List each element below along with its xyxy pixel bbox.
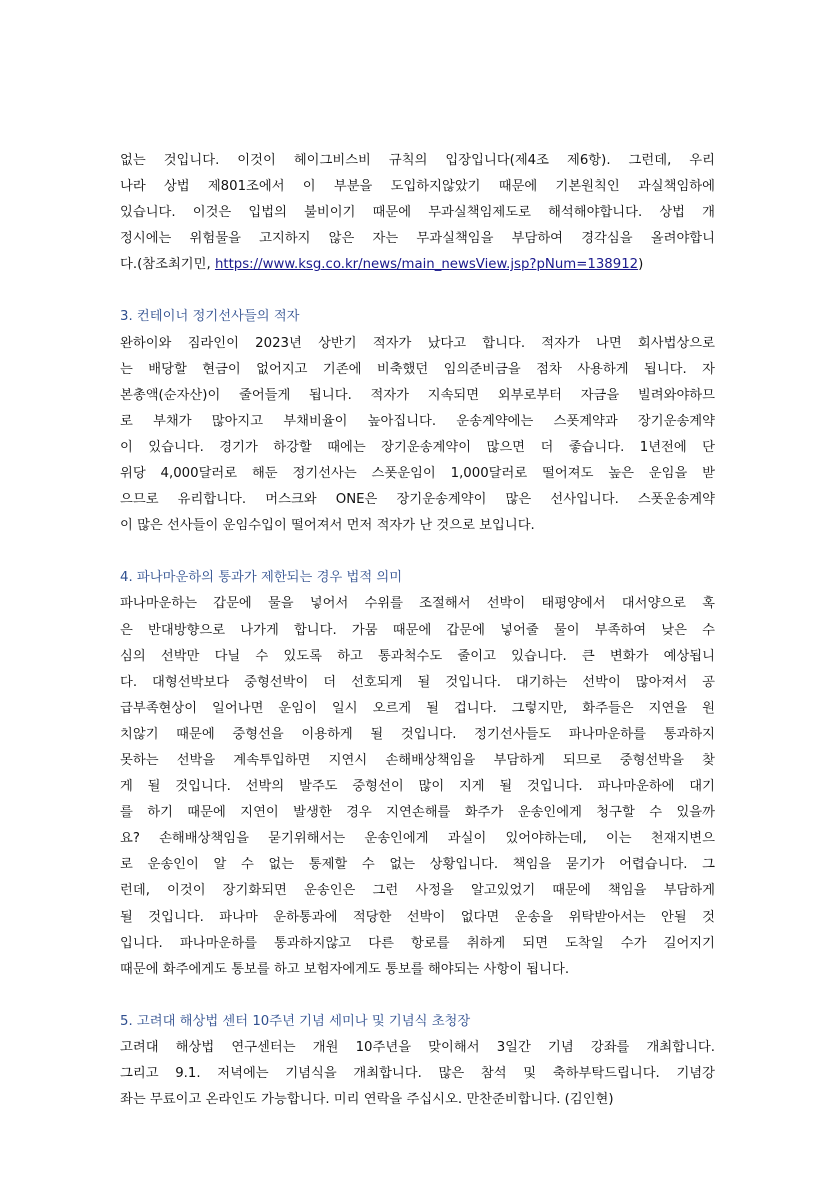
text-line: 본총액(순자산)이 줄어들게 됩니다. 적자가 지속되면 외부로부터 자금을 빌려와야하므 — [120, 387, 715, 403]
text-line: 로 부채가 많아지고 부채비율이 높아집니다. 운송계약에는 스폿계약과 장기운송계약 — [120, 413, 715, 429]
text-line: 으므로 유리합니다. 머스크와 ONE은 장기운송계약이 많은 선사입니다. 스폿운송계약 — [120, 492, 715, 508]
text-line: 은 반대방향으로 나가게 합니다. 가뭄 때문에 갑문에 넣어줄 물이 부족하여 낮은 수 — [120, 622, 715, 638]
text-line: 급부족현상이 일어나면 운임이 일시 오르게 될 겁니다. 그렇지만, 화주들은 지연을 원 — [120, 700, 715, 716]
reference-link[interactable]: https://www.ksg.co.kr/news/main_newsView.jsp?pNum=138912 — [214, 257, 639, 273]
section-3-heading: 3. 컨테이너 정기선사들의 적자 — [120, 309, 300, 325]
text-line: 못하는 선박을 계속투입하면 지연시 손해배상책임을 부담하게 되므로 중형선박을 찾 — [120, 752, 715, 768]
text-line: 를 하기 때문에 지연이 발생한 경우 지연손해를 화주가 운송인에게 청구할 수 있을까 — [120, 805, 715, 821]
text-line: 때문에 화주에게도 통보를 하고 보험자에게도 통보를 해야되는 사항이 됩니다. — [120, 961, 570, 977]
text-line: 될 것입니다. 파나마 운하통과에 적당한 선박이 없다면 운송을 위탁받아서는 안될 것 — [120, 909, 715, 925]
text-line: 이 많은 선사들이 운임수입이 떨어져서 먼저 적자가 난 것으로 보입니다. — [120, 518, 535, 534]
section-spacer — [120, 278, 715, 304]
text-line: 이 있습니다. 경기가 하강할 때에는 장기운송계약이 많으면 더 좋습니다. 1년전에 단 — [120, 439, 715, 455]
text-line: 정시에는 위험물을 고지하지 않은 자는 무과실책임을 부담하여 경각심을 올려야합니 — [120, 231, 715, 247]
section-5-paragraph — [120, 1035, 715, 1113]
section-spacer — [120, 539, 715, 565]
intro-paragraph — [120, 148, 715, 278]
section-5-heading: 5. 고려대 해상법 센터 10주년 기념 세미나 및 기념식 초청장 — [120, 1013, 471, 1029]
text-line-with-link — [120, 252, 715, 278]
text-line: 심의 선박만 다닐 수 있도록 하고 통과척수도 줄이고 있습니다. 큰 변화가 예상됩니 — [120, 648, 715, 664]
text-line: 파나마운하는 갑문에 물을 넣어서 수위를 조절해서 선박이 태평양에서 대서양으로 혹 — [120, 596, 715, 612]
section-4-heading: 4. 파나마운하의 통과가 제한되는 경우 법적 의미 — [120, 570, 403, 586]
section-3-paragraph — [120, 331, 715, 540]
text-line: 그리고 9.1. 저녁에는 기념식을 개최합니다. 많은 참석 및 축하부탁드립니다. 기념강 — [120, 1066, 715, 1081]
text-line: 고려대 해상법 연구센터는 개원 10주년을 맞이해서 3일간 기념 강좌를 개최합니다. — [120, 1039, 715, 1055]
text-line: 위당 4,000달러로 해둔 정기선사는 스폿운임이 1,000달러로 떨어져도 높은 운임을 받 — [120, 466, 715, 482]
text-line: 다. 대형선박보다 중형선박이 더 선호되게 될 것입니다. 대기하는 선박이 많아져서 공 — [120, 674, 715, 690]
text-line: 로 운송인이 알 수 없는 통제할 수 없는 상황입니다. 책임을 묻기가 어렵습니다. 그 — [120, 857, 715, 873]
text-line: 요? 손해배상책임을 묻기위해서는 운송인에게 과실이 있어야하는데, 이는 천재지변으 — [120, 831, 715, 847]
text-line: 는 배당할 현금이 없어지고 기존에 비축했던 임의준비금을 점차 사용하게 됩니다. 자 — [120, 361, 715, 377]
text-line: 없는 것입니다. 이것이 헤이그비스비 규칙의 입장입니다(제4조 제6항). 그런데, 우리 — [120, 153, 715, 168]
reference-prefix: 다.(참조최기민, — [120, 257, 215, 273]
text-line: 완하이와 짐라인이 2023년 상반기 적자가 났다고 합니다. 적자가 나면 회사법상으로 — [120, 335, 715, 351]
section-spacer — [120, 983, 715, 1009]
text-line: 입니다. 파나마운하를 통과하지않고 다른 항로를 취하게 되면 도착일 수가 길어지기 — [120, 935, 715, 951]
text-line: 있습니다. 이것은 입법의 불비이기 때문에 무과실책임제도로 해석해야합니다. 상법 개 — [120, 205, 715, 221]
text-line: 게 될 것입니다. 선박의 발주도 중형선이 많이 지게 될 것입니다. 파나마운하에 대기 — [120, 779, 715, 795]
reference-suffix: ) — [638, 257, 644, 273]
document-body — [120, 148, 715, 1113]
text-line: 치않기 때문에 중형선을 이용하게 될 것입니다. 정기선사들도 파나마운하를 통과하지 — [120, 726, 715, 742]
text-line: 나라 상법 제801조에서 이 부분을 도입하지않았기 때문에 기본원칙인 과실책임하에 — [120, 179, 715, 195]
section-4-paragraph — [120, 591, 715, 982]
text-line: 런데, 이것이 장기화되면 운송인은 그런 사정을 알고있었기 때문에 책임을 부담하게 — [120, 883, 715, 899]
text-line: 좌는 무료이고 온라인도 가능합니다. 미리 연락을 주십시오. 만찬준비합니다. (김인현) — [120, 1092, 614, 1108]
